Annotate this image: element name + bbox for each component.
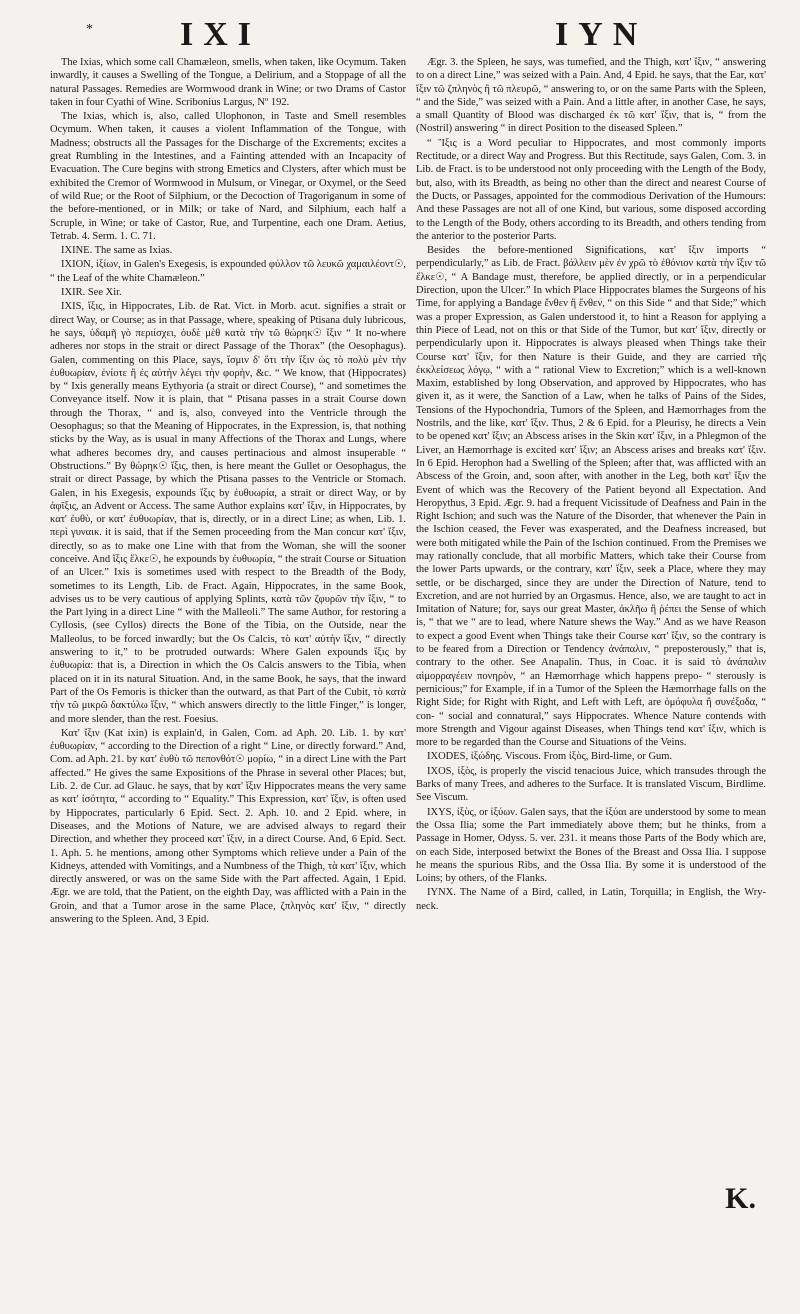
- left-column: [50, 56, 406, 927]
- paragraph: Ægr. 3. the Spleen, he says, was tumefied, and the Thigh, κατ' ἴξιν, “ answering to on a direct Line,” was seized with a Pain. And, 4 Epid. he says, that the Ear, κατ' ἴξιν τῶ ζπληνὸς ἢ τῶ πλευρῶ, “ answering to, or on the same Parts with the Spleen, “ and the Side,” was seized with a Pain. And a little after, in another Case, he says, a small Quantity of Blood was discharged ἐκ τῶ κατ' ἴξιν, that is, “ from the (Nostril) answering “ in direct Position to the diseased Spleen.”: [416, 57, 766, 135]
- page-mark: *: [86, 22, 93, 37]
- header-left-title: IXI: [180, 16, 262, 53]
- entry-ixis: IXIS, ἴξις, in Hippocrates, Lib. de Rat. Vict. in Morb. acut. signifies a strait or direct Way, or Course; as in that Passage, where, speaking of Ptisana duly lubricous, he says, ὑδαμῆ γὸ περιίσχει, ὁυδὲ μὲθ κατὰ τὴν τῶ θώρηκ☉ ἴξιν “ It no-where adheres nor stops in the strait or direct Passage of the Thorax” (the Oesophagus). Galen, commenting on this Place, says, ἴσμιν δ' ὅτι τὴν ἴξιν ὡς τὸ πολὺ μὲν τὴν ἐυθυωρίαν, ἐνίοτε ἢ ἐς αὐτὴν λέγει τὴν φορὴν, &c. “ We know, that (Hippocrates) by “ Ixis generally means Eythyoria (a strait or direct Course), “ and sometimes the Conveyance itself. Now it is plain, that “ Ptisana passes in a strait Course down through the Thorax, “ and is, also, conveyed into the Ventricle through the Oesophagus; so that the Meaning of Hippocrates, in the Expression, is, that nothing sticks by the Way, as is usual in many Affections of the Thorax and Lungs, where what adheres becomes dry, and causes pertinacious and almost insuperable “ Obstructions.” By θώρηκ☉ ἴξις, then, is here meant the Gullet or Oesophagus, the strait or direct Passage, by which the Ptisana passes to the Ventricle or Stomach. Galen, in his Exegesis, expounds ἴξις by ἐυθυωρία, a strait or direct Way, or by ἀφῖξις, an Advent or Access. The same Author explains κατ' ἴξιν, in Hippocrates, by κατ' ἐυθὺ, or κατ' ἐυθυωρίαν, that is, directly, or in a direct Line; as when, Lib. 1. περὶ γυναικ. it is said, that if the Semen proceeding from the Man concur κατ' ἴξιν, directly, so as to make one Line with that from the Woman, she will the sooner conceive. And ἴξις ἕλκε☉, he expounds by ἐυθυωρία, “ the strait Course or Situation of an Ulcer.” Ixis is sometimes used with respect to the Breadth of the Body, sometimes to its Length, Lib. de Fract. Again, Hippocrates, in the same Book, advises us to be very cautious of applying Splints, κατὰ τῶν ζφυρῶν τὴν ἴξιν, “ to the Part lying in a direct Line “ with the Malleoli.” The same Author, for restoring a Cyllosis, (see Cyllos) directs the Bone of the Tibia, on the Outside, near the Malleolus, to be forced inwardly; but the Os Calcis, τὸ κατ' αὐτὴν ἴξιν, “ directly answering to it,” to be protruded outwards: Where Galen expounds ἴξις by ἐυθυωρία: that is, a Direction in which the Os Calcis answers to the Tibia, when placed on it in its natural Situation. And, in the same Book, he says, that the inward Part of the Os Femoris is thicker than the outward, as that Part of the Cubit, τὸ κατὰ τὴν τῶ μικρῶ δακτύλω ἴξιν, “ which answers directly to the little Finger,” is longer, and more slender, than the rest. Foesius.: [50, 301, 406, 725]
- running-header: [0, 8, 800, 54]
- entry-ixodes: IXODES, ἰξώδης. Viscous. From ἰξὸς, Bird-lime, or Gum.: [427, 751, 673, 763]
- paragraph: Κατ' ἴξιν (Kat ixin) is explain'd, in Galen, Com. ad Aph. 20. Lib. 1. by κατ' ἐυθυωρίαν, “ according to the Direction of a right “ Line, or directly forward.” And, Com. ad Aph. 21. by κατ' ἐυθὺ τῶ πεπονθότ☉ μορίω, “ in a direct Line with the Part affected.” He gives the same Expositions of the Phrase in several other Places; but, Lib. 2. de Cur. ad Glauc. he says, that by κατ' ἴξιν Hippocrates means the very same as κατ' ἰσότητα, “ according to “ Equality.” This Expression, κατ' ἴξιν, is often used by Hippocrates, particularly 6 Epid. Sect. 2. Aph. 10. and 2 Epid. where, in Diseases, and the Motions of Nature, we are advised always to regard their Direction, and whether they proceed κατ' ἴξιν, in a direct Course. And, 6 Epid. Sect. 1. Aph. 5. he mentions, among other Symptoms which relieve under a Pain of the Kidneys, attended with Vomitings, and a Numbness of the Thigh, τὰ κατ' ἴξιν, which directly answered, or was on the same Side with the Part affected. Again, 1 Epid. Ægr. we are told, that the Patient, on the eighth Day, was afflicted with a Pain in the Groin, and that a Tumor arose in the same Place, ζπληνὸς κατ' ἴξιν, “ directly answering to the Spleen. And, 3 Epid.: [50, 727, 406, 925]
- entry-ixir: IXIR. See Xir.: [61, 287, 122, 299]
- entry-ixion: IXION, ἰξίων, in Galen's Exegesis, is expounded φύλλον τῶ λευκῶ χαμαιλέοντ☉, “ the Leaf of the white Chamæleon.”: [50, 259, 406, 284]
- paragraph: The Ixias, which is, also, called Ulophonon, in Taste and Smell resembles Ocymum. When taken, it causes a violent Inflammation of the Tongue, with Madness; obstructs all the Passages for the Discharge of the Excrements; excites a great Rumbling in the Intestines, and a Fainting attended with an Incapacity of Evacuation. The Cure begins with strong Emetics and Clysters, after which must be exhibited the Cremor of Wormwood in Mulsum, or Vinegar, or Oxymel, or the Seed of wild Rue; or the Root of Silphium, or the Decoction of Tragoriganum in some of the before-mentioned, or in Milk; or take of Nard, and Silphium, each half a Scruple, in Wine; or take of Castor, Rue, and Turpentine, each one Dram. Aetius, Tetrab. 4. Serm. 1. C. 71.: [50, 111, 406, 242]
- entry-ixys: IXYS, ἰξὺς, or ἰξύων. Galen says, that the ἰξύαι are understood by some to mean the Ossa Ilia; some the Part immediately above them; but he thinks, from a Passage in Homer, Odyss. 5. ver. 231. it means those Parts of the Body which are, on each Side, interposed betwixt the Bones of the Breast and Ossa Ilia. I suppose he means the spurious Ribs, and the Ossa Ilia. By some it is understood of the Loins; by others, of the Flanks.: [416, 806, 766, 885]
- right-column: [416, 56, 766, 914]
- paragraph: The Ixias, which some call Chamæleon, smells, when taken, like Ocymum. Taken inwardly, it causes a Swelling of the Tongue, a Delirium, and a Stoppage of all the natural Passages. Remedies are Wormwood drank in Wine; or two Drams of Castor taken in four Cyathi of Wine. Scribonius Largus, Nº 192.: [50, 57, 406, 108]
- paragraph: “ Ἴξις is a Word peculiar to Hippocrates, and most commonly imports Rectitude, or a direct Way and Progress. But this Rectitude, says Galen, Com. 3. in Lib. de Fract. is to be understood not only proceeding with the Length of the Body, but, also, with its Breadth, as being no other than the direct and nearest Course of the Ducts, or Passages, appointed for the commodious Derivation of the Humours: And these Passages are not all of one Kind, but various, some disposed according to the Length of the Body, others according to its Breadth, and others tending from the anterior to the posterior Parts.: [416, 137, 766, 242]
- catchword: K.: [725, 1182, 756, 1215]
- entry-ixine: IXINE. The same as Ixias.: [61, 245, 173, 257]
- entry-iynx: IYNX. The Name of a Bird, called, in Latin, Torquilla; in English, the Wry-neck.: [416, 887, 766, 912]
- header-right-title: IYN: [555, 16, 648, 53]
- paragraph: Besides the before-mentioned Significations, κατ' ἴξιν imports “ perpendicularly,” as Lib. de Fract. βάλλειν μὲν ἐν χρῶ τὸ ἐθόνιον κατὰ τὴν ἴξιν τῶ ἕλκε☉, “ A Bandage must, therefore, be applied directly, or in a perpendicular Direction, upon the Ulcer.” In which Place Hippocrates blames the Surgeons of his Time, for applying a Bandage ἔνθεν ἢ ἔνθεν, “ on this Side “ and that Side;” which was a proper Expression, as Galen understood it, to hint a Reason for applying a thin Piece of Lead, not on this or that Side of the Tumor, but κατ' ἴξιν, directly or perpendicularly upon it. Hippocrates is always pleased when Things take their Course κατ' ἴξιν, for then Nature is their Guide, and they are carried τῆς ἐκκλείσεως λόγῳ, “ with a “ rational View to Excretion;” which is a well-known Maxim, established by long Observation, and approved by Hippocrates, who has given it, as it were, the Sanction of a Law, when he talks of Pains of the Sides, Tensions of the Hypochondria, Tumors of the Spleen, and Hæmorrhages from the Nostrils, and the like, κατ' ἴξιν. Thus, 2 & 6 Epid. for a Pleurisy, he directs a Vein to be opened κατ' ἴξιν; an Abscess arises in the Skin κατ' ἴξιν, in a Phlegmon of the Liver, an Hæmorrhage is excited κατ' ἴξιν; an Abscess arises and breaks κατ' ἴξιν. In 6 Epid. Herophon had a Swelling of the Spleen; after that, was afflicted with an Abscess of the Groin, and, soon after, with another in the Leg, both κατ' ἴξιν the Event of which was the Recovery of the Patient beyond all Expectation. And Heropythus, 3 Epid. Ægr. 9. had a frequent Vicissitude of Deafness and Pain in the Right Ischion; and such was the Nature of the Disorder, that whenever the Pain in the Ischion ceased, the Fever was exasperated, and the Deafness increased, but were both mitigated while the Pain of the Ischion continued. From the Premises we may rationally conclude, that all morbific Matters, which take their Course from the lower Parts upwards, or the contrary, κατ' ἴξιν, seek a Place, where they may settle, or be discharged, since they are under the Direction of Nature, tend to Excretion, and are not hurried by an Orgasmus. Hence, also, we are taught to act in Imitation of Nature; for, says our great Master, ἀκλῆω ἢ ῥέπει the Sense of which is, “ that we “ are to lead, where Nature shews the Way.” And as we have Reason to expect a good Event when Things take their Course κατ' ἴξιν, so the contrary is to be feared from a Direction or Tendency ἀνάπαλιν, “ preposterously,” that is, contrary to the other. See Anapalin. Thus, in Coac. it is said τὸ ἀνάπαλιν αἱμορραγέειν πονηρὸν, “ an Hæmorrhage which happens prepo- “ sterously is pernicious;” for Example, if in a Tumor of the Spleen the Hæmorrhage falls on the Right Side; for Right with Right, and Left with Left, are ὁμόφυλα ἢ συνέξοδα, “ con- “ social and connatural,” says Hippocrates. Whence Nature contends with more Strength and Vigour against Diseases, when Things tend κατ' ἴξιν, which is more to be regarded than the Course and Situations of the Veins.: [416, 245, 766, 749]
- entry-ixos: IXOS, ἰξὸς, is properly the viscid tenacious Juice, which transudes through the Barks of many Trees, and adheres to the Surface. It is translated Viscum, Birdlime. See Viscum.: [416, 765, 766, 804]
